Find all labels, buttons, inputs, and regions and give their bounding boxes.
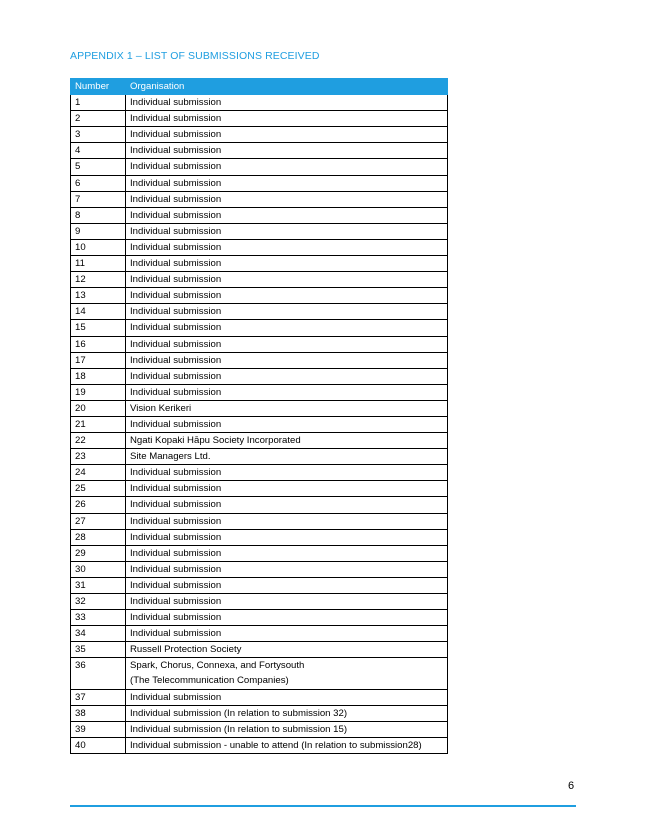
organisation-cell: Individual submission [126, 304, 448, 320]
table-row [71, 642, 448, 658]
submission-number-cell: 32 [71, 594, 126, 610]
submission-number-cell: 24 [71, 465, 126, 481]
table-row [71, 416, 448, 432]
table-row [71, 368, 448, 384]
organisation-cell: Individual submission [126, 207, 448, 223]
table-row [71, 239, 448, 255]
table-row [71, 336, 448, 352]
submission-number-cell: 23 [71, 449, 126, 465]
organisation-cell: Individual submission [126, 545, 448, 561]
table-row [71, 400, 448, 416]
submission-number-cell: 17 [71, 352, 126, 368]
organisation-cell: Individual submission [126, 143, 448, 159]
submissions-table [70, 78, 448, 754]
table-row [71, 159, 448, 175]
table-header-row [71, 79, 448, 95]
submission-number-cell: 8 [71, 207, 126, 223]
submission-number-cell: 6 [71, 175, 126, 191]
submission-number-cell: 33 [71, 610, 126, 626]
organisation-cell: Individual submission [126, 561, 448, 577]
organisation-cell: Individual submission [126, 175, 448, 191]
table-row [71, 143, 448, 159]
submission-number-cell: 2 [71, 111, 126, 127]
submission-number-cell: 36 [71, 658, 126, 689]
organisation-cell: Individual submission [126, 384, 448, 400]
organisation-cell: Individual submission - unable to attend (In relation to submission28) [126, 737, 448, 753]
submission-number-cell: 16 [71, 336, 126, 352]
organisation-cell: Individual submission [126, 336, 448, 352]
submission-number-cell: 21 [71, 416, 126, 432]
submission-number-cell: 3 [71, 127, 126, 143]
table-row [71, 111, 448, 127]
table-row [71, 689, 448, 705]
submission-number-cell: 9 [71, 223, 126, 239]
table-row [71, 545, 448, 561]
organisation-cell: Individual submission [126, 465, 448, 481]
submission-number-cell: 7 [71, 191, 126, 207]
submission-number-cell: 25 [71, 481, 126, 497]
table-row [71, 352, 448, 368]
organisation-cell: Individual submission [126, 95, 448, 111]
table-row [71, 191, 448, 207]
submission-number-cell: 18 [71, 368, 126, 384]
organisation-cell: Individual submission [126, 416, 448, 432]
submission-number-cell: 22 [71, 433, 126, 449]
table-row [71, 433, 448, 449]
organisation-cell: Individual submission [126, 191, 448, 207]
submission-number-cell: 10 [71, 239, 126, 255]
organisation-cell: Individual submission [126, 272, 448, 288]
submission-number-cell: 28 [71, 529, 126, 545]
organisation-cell: Individual submission [126, 288, 448, 304]
submission-number-cell: 1 [71, 95, 126, 111]
organisation-cell: Individual submission [126, 513, 448, 529]
organisation-cell: Russell Protection Society [126, 642, 448, 658]
table-row [71, 223, 448, 239]
appendix-heading: APPENDIX 1 – LIST OF SUBMISSIONS RECEIVED [70, 50, 320, 62]
table-row [71, 481, 448, 497]
organisation-cell: Individual submission [126, 529, 448, 545]
organisation-cell: Individual submission (In relation to submission 32) [126, 705, 448, 721]
organisation-cell: Individual submission [126, 481, 448, 497]
submission-number-cell: 20 [71, 400, 126, 416]
submission-number-cell: 37 [71, 689, 126, 705]
organisation-cell: Individual submission [126, 626, 448, 642]
table-row [71, 705, 448, 721]
submission-number-cell: 40 [71, 737, 126, 753]
table-row [71, 449, 448, 465]
submission-number-cell: 30 [71, 561, 126, 577]
organisation-cell: Vision Kerikeri [126, 400, 448, 416]
table-row [71, 384, 448, 400]
organisation-cell: Individual submission [126, 368, 448, 384]
organisation-cell: Individual submission [126, 320, 448, 336]
table-row [71, 610, 448, 626]
submission-number-cell: 15 [71, 320, 126, 336]
submission-number-cell: 29 [71, 545, 126, 561]
table-body [71, 95, 448, 754]
page-number: 6 [568, 780, 575, 792]
submission-number-cell: 4 [71, 143, 126, 159]
table-row [71, 626, 448, 642]
organisation-cell: Individual submission [126, 239, 448, 255]
table-row [71, 497, 448, 513]
table-row [71, 256, 448, 272]
organisation-cell [126, 658, 448, 689]
table-row [71, 737, 448, 753]
organisation-cell: Individual submission [126, 497, 448, 513]
submission-number-cell: 39 [71, 721, 126, 737]
organisation-cell: Individual submission [126, 610, 448, 626]
organisation-cell: Individual submission (In relation to submission 15) [126, 721, 448, 737]
organisation-cell: Individual submission [126, 577, 448, 593]
organisation-line-2: (The Telecommunication Companies) [130, 675, 289, 687]
submission-number-cell: 26 [71, 497, 126, 513]
organisation-cell: Individual submission [126, 594, 448, 610]
footer-rule [70, 805, 576, 807]
table-row [71, 513, 448, 529]
submission-number-cell: 38 [71, 705, 126, 721]
submission-number-cell: 27 [71, 513, 126, 529]
table-row [71, 175, 448, 191]
table-row [71, 721, 448, 737]
organisation-cell: Site Managers Ltd. [126, 449, 448, 465]
submission-number-cell: 35 [71, 642, 126, 658]
submission-number-cell: 19 [71, 384, 126, 400]
submission-number-cell: 5 [71, 159, 126, 175]
table-row [71, 272, 448, 288]
submission-number-cell: 34 [71, 626, 126, 642]
submission-number-cell: 13 [71, 288, 126, 304]
column-header-organisation: Organisation [126, 79, 448, 95]
organisation-cell: Individual submission [126, 256, 448, 272]
organisation-cell: Individual submission [126, 111, 448, 127]
submission-number-cell: 31 [71, 577, 126, 593]
table-row [71, 658, 448, 689]
table-row [71, 561, 448, 577]
table-row [71, 320, 448, 336]
table-row [71, 577, 448, 593]
organisation-line-1: Spark, Chorus, Connexa, and Fortysouth [130, 660, 305, 672]
organisation-cell: Individual submission [126, 223, 448, 239]
organisation-cell: Individual submission [126, 352, 448, 368]
table-row [71, 127, 448, 143]
table-row [71, 304, 448, 320]
organisation-cell: Individual submission [126, 159, 448, 175]
submission-number-cell: 11 [71, 256, 126, 272]
table-row [71, 465, 448, 481]
organisation-cell: Ngati Kopaki Hāpu Society Incorporated [126, 433, 448, 449]
column-header-number: Number [71, 79, 126, 95]
table-row [71, 594, 448, 610]
submission-number-cell: 14 [71, 304, 126, 320]
table-row [71, 288, 448, 304]
table-row [71, 207, 448, 223]
table-row [71, 529, 448, 545]
submission-number-cell: 12 [71, 272, 126, 288]
organisation-cell: Individual submission [126, 127, 448, 143]
organisation-cell: Individual submission [126, 689, 448, 705]
table-row [71, 95, 448, 111]
